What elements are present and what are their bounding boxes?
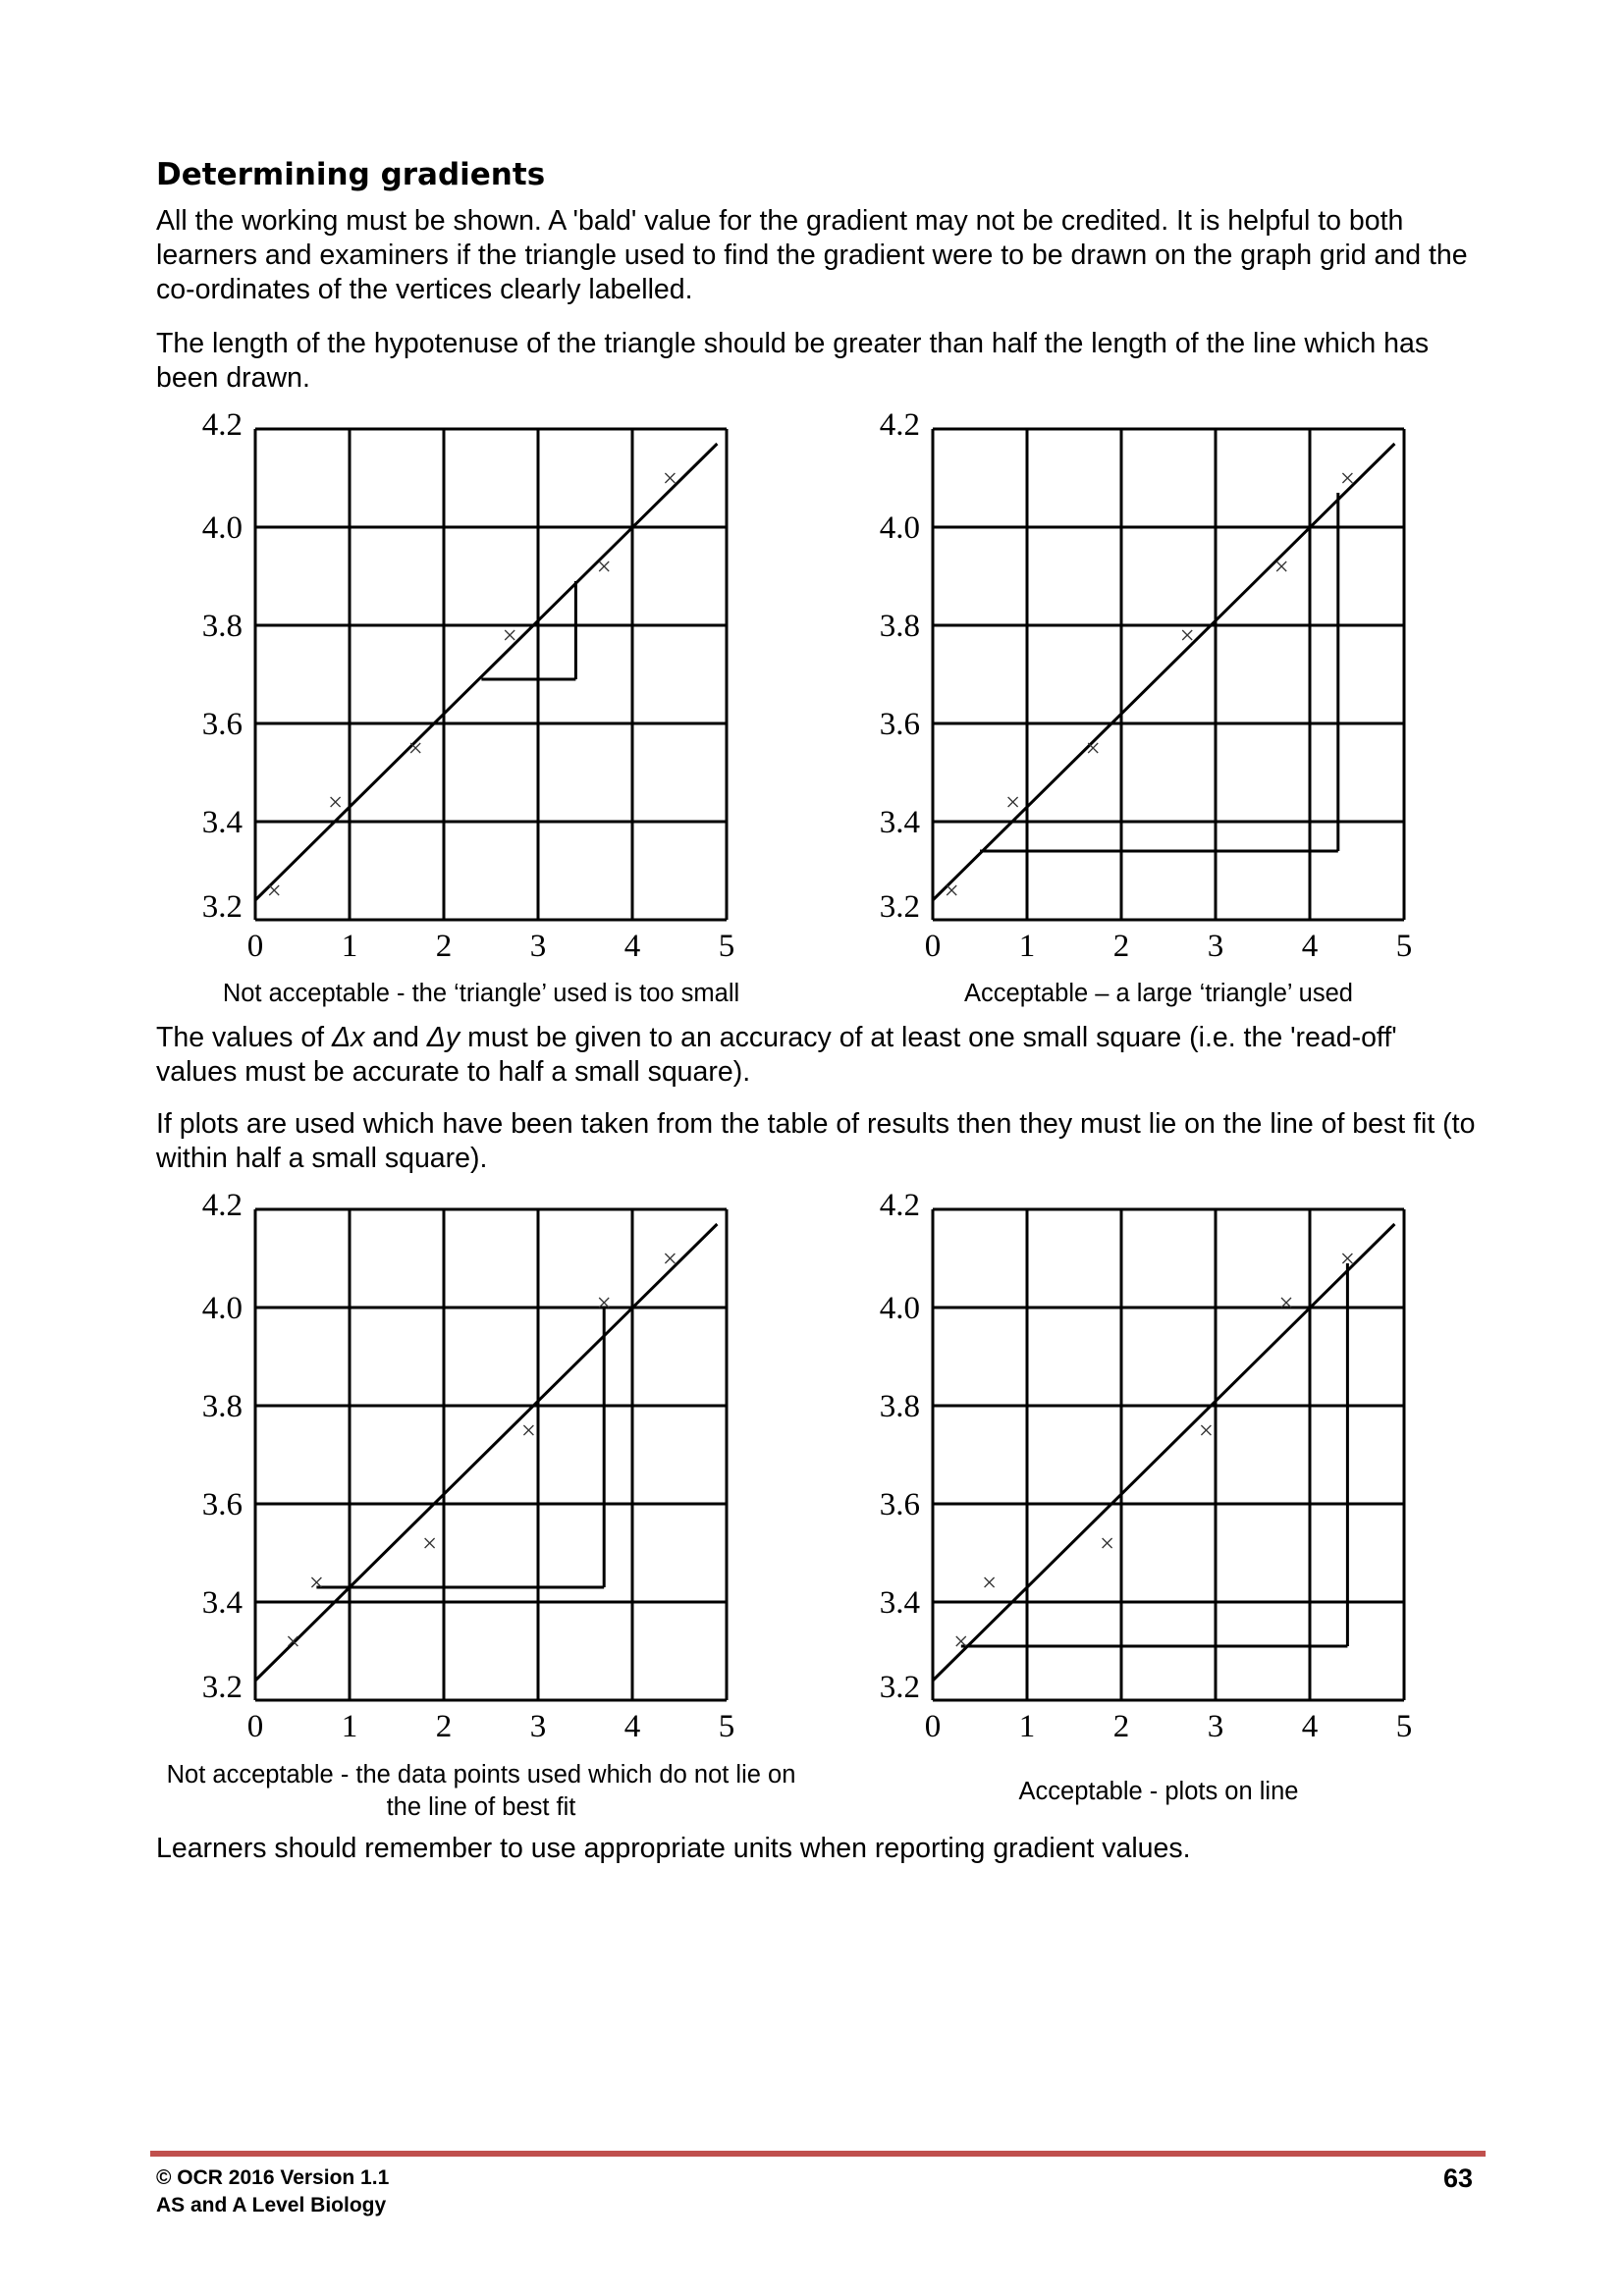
x-tick-label: 5	[1395, 929, 1413, 964]
data-point-marker	[523, 1425, 533, 1435]
x-tick-label: 4	[623, 929, 641, 964]
data-point-marker	[665, 473, 675, 483]
x-tick-label: 2	[1112, 1709, 1130, 1744]
accuracy-text-start: The values of	[156, 1022, 333, 1053]
y-tick-label: 4.0	[201, 1291, 243, 1326]
data-point-marker	[599, 561, 609, 571]
accuracy-text-and: and	[364, 1022, 427, 1053]
data-point-marker	[505, 630, 514, 640]
x-tick-label: 3	[529, 1709, 547, 1744]
y-tick-label: 3.4	[879, 805, 920, 840]
y-tick-label: 3.4	[201, 1585, 243, 1621]
data-point-marker	[1088, 743, 1098, 753]
chart-3	[187, 1188, 756, 1744]
y-tick-label: 3.2	[201, 889, 243, 925]
x-tick-label: 4	[1301, 929, 1319, 964]
footer-copyright: © OCR 2016 Version 1.1	[156, 2166, 390, 2189]
x-tick-label: 2	[435, 929, 453, 964]
caption-chart-1: Not acceptable - the ‘triangle’ used is too small	[222, 980, 740, 1007]
data-point-marker	[1008, 797, 1018, 807]
caption-chart-2: Acceptable – a large ‘triangle’ used	[964, 980, 1353, 1007]
x-tick-label: 0	[924, 1709, 942, 1744]
best-fit-line	[933, 444, 1394, 900]
x-tick-label: 0	[924, 929, 942, 964]
accuracy-paragraph	[156, 1021, 1482, 1090]
y-tick-label: 4.2	[201, 1188, 243, 1223]
caption-chart-3: Not acceptable - the data points used which do not lie on the line of best fit	[166, 1761, 796, 1821]
x-tick-label: 2	[435, 1709, 453, 1744]
chart-4	[864, 1188, 1434, 1744]
hypotenuse-paragraph: The length of the hypotenuse of the triangle should be greater than half the length of the line which has been drawn.	[156, 328, 1430, 394]
y-tick-label: 3.4	[201, 805, 243, 840]
x-tick-label: 1	[1018, 929, 1036, 964]
chart-1	[187, 407, 756, 964]
x-tick-label: 2	[1112, 929, 1130, 964]
x-tick-label: 5	[718, 929, 735, 964]
x-tick-label: 0	[246, 1709, 264, 1744]
data-point-marker	[269, 885, 279, 895]
delta-x-symbol: Δx	[332, 1022, 365, 1053]
y-tick-label: 3.6	[879, 707, 920, 742]
data-point-marker	[956, 1636, 966, 1646]
y-tick-label: 3.8	[201, 609, 243, 644]
plots-paragraph: If plots are used which have been taken from the table of results then they must lie on the line of best fit (to within half a small square).	[156, 1108, 1476, 1174]
x-tick-label: 5	[718, 1709, 735, 1744]
data-point-marker	[665, 1254, 675, 1263]
chart-2	[864, 407, 1434, 964]
accuracy-text-end: must be given to an accuracy of at least one small square (i.e. the 'read-off' values must be accurate to half a small square).	[156, 1022, 1397, 1088]
x-tick-label: 1	[1018, 1709, 1036, 1744]
delta-y-symbol: Δy	[426, 1022, 460, 1053]
data-point-marker	[1342, 473, 1352, 483]
data-point-marker	[1276, 561, 1286, 571]
caption-chart-4: Acceptable - plots on line	[1018, 1778, 1299, 1805]
x-tick-label: 4	[1301, 1709, 1319, 1744]
y-tick-label: 4.2	[201, 407, 243, 443]
data-point-marker	[947, 885, 956, 895]
footer-course: AS and A Level Biology	[156, 2194, 387, 2216]
y-tick-label: 3.2	[879, 1670, 920, 1705]
data-point-marker	[425, 1538, 435, 1548]
y-tick-label: 3.6	[201, 1487, 243, 1522]
x-tick-label: 1	[341, 1709, 358, 1744]
x-tick-label: 3	[1207, 1709, 1224, 1744]
y-tick-label: 3.2	[201, 1670, 243, 1705]
x-tick-label: 5	[1395, 1709, 1413, 1744]
y-tick-label: 3.4	[879, 1585, 920, 1621]
best-fit-line	[255, 1224, 717, 1681]
y-tick-label: 3.8	[879, 1389, 920, 1424]
best-fit-line	[933, 1224, 1394, 1681]
data-point-marker	[1182, 630, 1192, 640]
x-tick-label: 1	[341, 929, 358, 964]
data-point-marker	[331, 797, 341, 807]
y-tick-label: 3.6	[879, 1487, 920, 1522]
data-point-marker	[1103, 1538, 1112, 1548]
data-point-marker	[1201, 1425, 1211, 1435]
x-tick-label: 3	[1207, 929, 1224, 964]
x-tick-label: 0	[246, 929, 264, 964]
y-tick-label: 4.0	[879, 510, 920, 546]
data-point-marker	[410, 743, 420, 753]
footer-rule	[150, 2151, 1486, 2157]
intro-paragraph: All the working must be shown. A 'bald' value for the gradient may not be credited. It is helpful to both learners and examiners if the triangle used to find the gradient were to be drawn on the graph grid and the co-ordinates of the vertices clearly labelled.	[156, 205, 1468, 305]
best-fit-line	[255, 444, 717, 900]
x-tick-label: 3	[529, 929, 547, 964]
x-tick-label: 4	[623, 1709, 641, 1744]
y-tick-label: 4.0	[879, 1291, 920, 1326]
units-paragraph: Learners should remember to use appropriate units when reporting gradient values.	[156, 1833, 1191, 1864]
page-number: 63	[1443, 2163, 1474, 2193]
y-tick-label: 3.8	[201, 1389, 243, 1424]
section-heading: Determining gradients	[156, 157, 546, 192]
y-tick-label: 4.0	[201, 510, 243, 546]
data-point-marker	[985, 1577, 995, 1587]
y-tick-label: 4.2	[879, 1188, 920, 1223]
y-tick-label: 3.8	[879, 609, 920, 644]
y-tick-label: 4.2	[879, 407, 920, 443]
y-tick-label: 3.6	[201, 707, 243, 742]
data-point-marker	[1342, 1254, 1352, 1263]
y-tick-label: 3.2	[879, 889, 920, 925]
